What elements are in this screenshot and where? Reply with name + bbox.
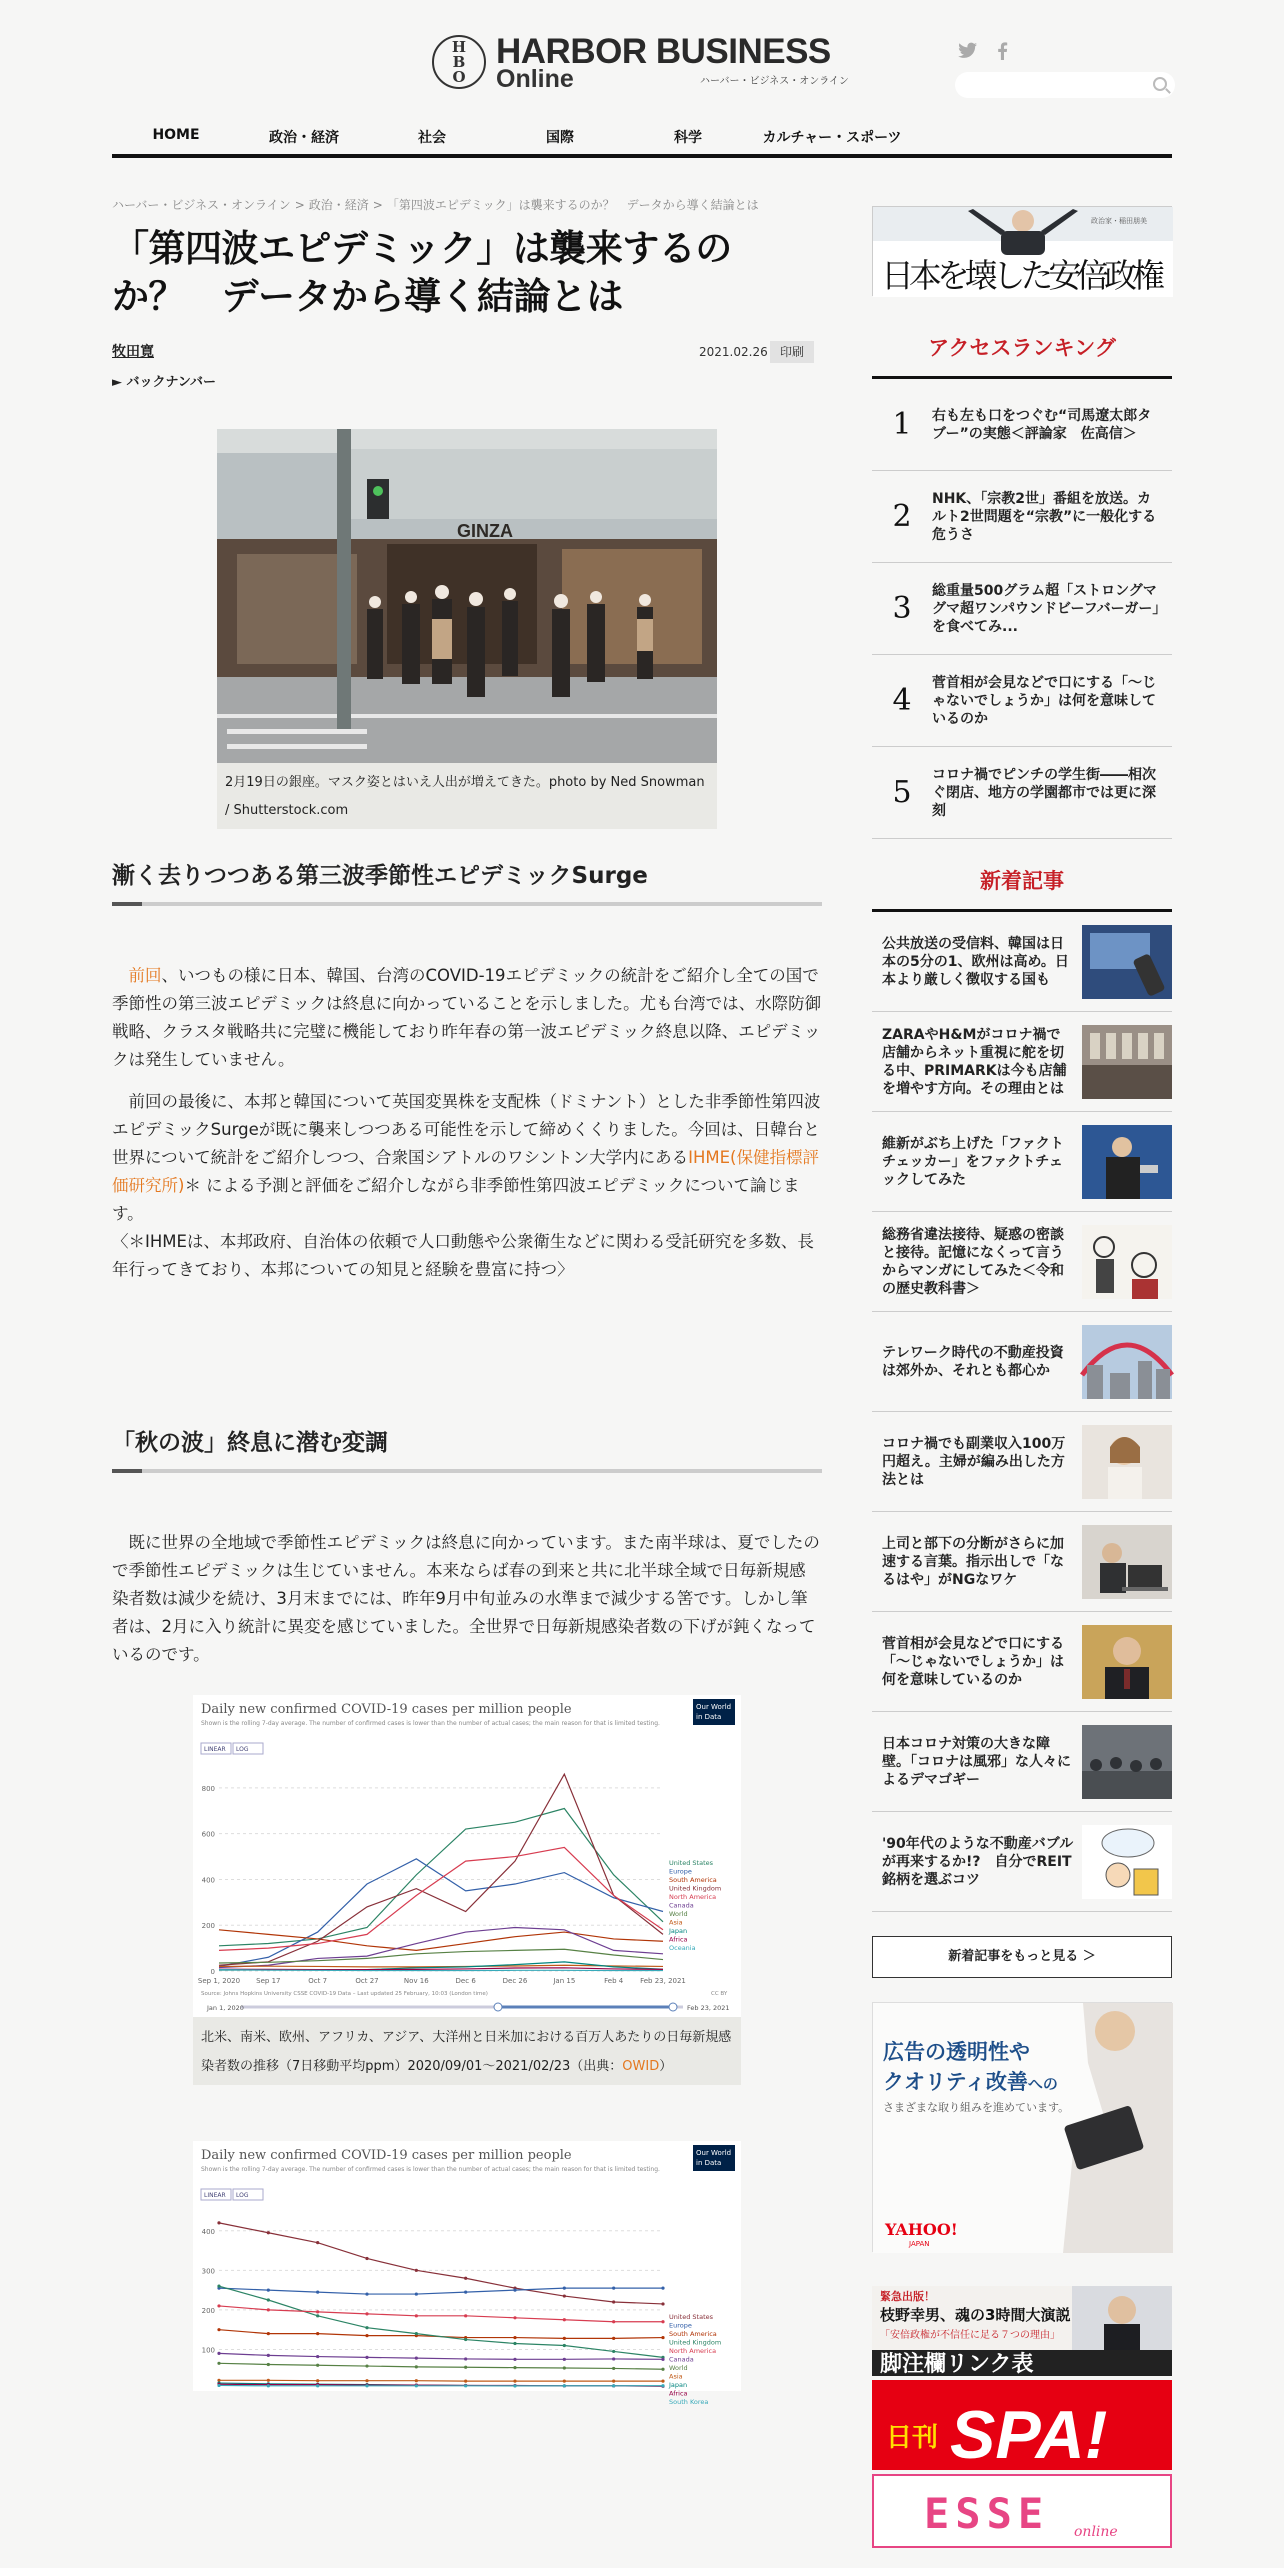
nav-international[interactable]: 国際	[546, 130, 574, 146]
legend-entry: World	[669, 1910, 688, 1918]
site-logo[interactable]	[432, 32, 852, 96]
chart-figure-1	[193, 1695, 741, 2085]
data-point	[365, 2334, 368, 2337]
chart-2	[193, 2141, 741, 2406]
svg-text:枝野幸男、魂の3時間大演説: 枝野幸男、魂の3時間大演説	[880, 2306, 1071, 2324]
data-point	[661, 2358, 664, 2361]
nav-politics-economy[interactable]: 政治・経済	[269, 130, 339, 146]
nav-society[interactable]: 社会	[418, 130, 446, 146]
legend-entry: South America	[669, 1876, 717, 1884]
author-link[interactable]: 牧田寛	[112, 344, 154, 360]
site-header	[0, 0, 1284, 150]
rank-number: 2	[892, 499, 912, 534]
data-point	[316, 2384, 319, 2387]
owid-badge-text: in Data	[696, 1713, 722, 1721]
data-point	[217, 2362, 220, 2365]
article-meta	[112, 341, 822, 401]
owid-badge	[693, 2145, 735, 2171]
x-tick-label: Oct 7	[308, 1977, 328, 1985]
data-point	[267, 2308, 270, 2311]
y-tick-label: 300	[201, 2267, 215, 2276]
y-tick-label: 400	[201, 2227, 215, 2236]
data-point	[365, 2356, 368, 2359]
legend-entry: United States	[669, 1859, 714, 1867]
svg-text:政治家・稲田朋美: 政治家・稲田朋美	[1091, 217, 1147, 225]
footnote-ad-label: 脚注欄リンク表	[880, 2352, 1034, 2377]
x-tick-label: Dec 6	[455, 1977, 476, 1985]
data-point	[513, 2366, 516, 2369]
svg-text:さまざまな取り組みを進めています。: さまざまな取り組みを進めています。	[883, 2101, 1070, 2114]
new-articles-list	[872, 912, 1172, 1912]
ranking-item[interactable]	[872, 563, 1172, 655]
x-tick-label: Nov 16	[403, 1977, 429, 1985]
svg-text:online: online	[1074, 2524, 1118, 2540]
data-point	[513, 2379, 516, 2382]
data-point	[464, 2277, 467, 2280]
new-articles-heading: 新着記事	[872, 865, 1172, 912]
legend-entry: United Kingdom	[669, 2338, 722, 2347]
new-article-item[interactable]: 総務省違法接待、疑惑の密談と接待。記憶になくって言うからマンガにしてみた＜令和の歴史教科書＞	[872, 1212, 1172, 1312]
data-point	[661, 2379, 664, 2382]
chart-1-svg	[193, 1695, 741, 2017]
chart-2-svg	[193, 2141, 741, 2406]
y-tick-label: 0	[210, 1968, 215, 1976]
data-point	[316, 2355, 319, 2358]
data-point	[612, 2367, 615, 2370]
data-point	[612, 2357, 615, 2360]
new-article-item[interactable]: ZARAやH&Mがコロナ禍で店舗からネット重視に舵を切る中、PRIMARKは今も店舗を増やす方向。その理由とは	[872, 1012, 1172, 1112]
data-point	[513, 2342, 516, 2345]
data-point	[612, 2300, 615, 2303]
rank-title: コロナ禍でピンチの学生街――相次ぐ閉店、地方の学園都市では更に深刻	[932, 766, 1156, 819]
svg-text:日刊: 日刊	[886, 2423, 939, 2453]
owid-badge-text: Our World	[696, 1703, 732, 1711]
data-point	[513, 2289, 516, 2292]
breadcrumb-home[interactable]: ハーバー・ビジネス・オンライン	[112, 198, 291, 212]
data-point	[316, 2310, 319, 2313]
previous-article-link[interactable]: 前回	[128, 966, 162, 985]
chart-source: Source: Johns Hopkins University CSSE COVID-19 Data – Last updated 25 February, 10:03 (London time)	[201, 1991, 488, 1997]
new-article-item[interactable]: 公共放送の受信料、韓国は日本の5分の1、欧州は高め。日本より厳しく徴収する国も	[872, 912, 1172, 1012]
legend-entry: Asia	[669, 1918, 683, 1927]
legend-entry: Canada	[669, 1901, 694, 1910]
legend-entry: United States	[669, 2313, 714, 2321]
logo-title: HARBOR BUSINESS	[496, 32, 831, 71]
data-point	[563, 2384, 566, 2387]
legend-entry: Japan	[669, 1927, 688, 1935]
lead-photo-figure	[217, 429, 717, 829]
laptop-icon	[1082, 1525, 1172, 1599]
new-article-item[interactable]: テレワーク時代の不動産投資は郊外か、それとも都心か	[872, 1312, 1172, 1412]
manga-icon	[1082, 1225, 1172, 1299]
legend-entry: Africa	[669, 2389, 688, 2398]
breadcrumb-category[interactable]: 政治・経済	[308, 198, 369, 212]
ihme-link[interactable]: IHME(保健指標評価研究所)	[112, 1148, 819, 1195]
toggle-label: LOG	[236, 2192, 249, 2199]
data-point	[415, 2332, 418, 2335]
data-point	[661, 2287, 664, 2290]
backnumber-link[interactable]: ► バックナンバー	[112, 375, 216, 390]
crowd-icon	[1082, 1725, 1172, 1799]
data-point	[513, 2358, 516, 2361]
rank-title: NHK、「宗教2世」番組を放送。カルト2世問題を“宗教”に一般化する危うさ	[932, 490, 1157, 543]
data-point	[661, 2302, 664, 2305]
data-point	[563, 2344, 566, 2347]
logo-subtitle: Online	[496, 65, 574, 93]
store-sign-text: GINZA	[457, 521, 513, 541]
data-point	[316, 2290, 319, 2293]
data-point	[267, 2354, 270, 2357]
rank-number: 5	[892, 775, 912, 810]
data-point	[415, 2292, 418, 2295]
data-point	[661, 2320, 664, 2323]
sidebar	[872, 206, 1172, 2548]
y-tick-label: 800	[201, 1784, 215, 1793]
breadcrumb-current: 「第四波エピデミック」は襲来するのか？ データから導く結論とは	[386, 198, 759, 212]
legend-entry: South Korea	[669, 2398, 709, 2406]
yahoo-ad-banner[interactable]	[872, 2002, 1172, 2252]
search-input[interactable]	[955, 72, 1175, 98]
svg-text:ESSE: ESSE	[924, 2489, 1050, 2538]
data-point	[316, 2364, 319, 2367]
ad-abe-headline: 日本を壊した安倍政権	[881, 256, 1165, 295]
section-heading-1: 漸く去りつつある第三波季節性エピデミックSurge	[112, 857, 822, 906]
toggle-label: LINEAR	[204, 1746, 226, 1753]
toggle-label: LINEAR	[204, 2192, 226, 2199]
svg-text:「安倍政権が不信任に足る７つの理由」: 「安倍政権が不信任に足る７つの理由」	[880, 2330, 1060, 2341]
chart-subtitle: Shown is the rolling 7-day average. The number of confirmed cases is lower than the number of actual cases; the main reason for that is limited testing.	[201, 2166, 660, 2173]
data-point	[415, 2314, 418, 2317]
owid-badge-text: in Data	[696, 2159, 722, 2167]
storefront-icon	[1082, 1025, 1172, 1099]
toggle-label: LOG	[236, 1746, 249, 1753]
data-point	[267, 2289, 270, 2292]
data-point	[316, 2314, 319, 2317]
y-tick-label: 400	[201, 1876, 215, 1885]
x-tick-label: Sep 17	[256, 1977, 281, 1985]
svg-text:YAHOO!: YAHOO!	[885, 2220, 958, 2239]
svg-text:SPA!: SPA!	[950, 2397, 1108, 2473]
svg-text:JAPAN: JAPAN	[909, 2240, 930, 2248]
data-point	[612, 2287, 615, 2290]
chart-license: CC BY	[711, 1991, 728, 1997]
esse-ad-banner[interactable]	[872, 2474, 1172, 2548]
new-article-item[interactable]: 上司と部下の分断がさらに加速する言葉。指示出しで「なるはや」がNGなワケ	[872, 1512, 1172, 1612]
logo-tagline: ハーバー・ビジネス・オンライン	[700, 76, 849, 87]
article-main	[112, 196, 822, 2406]
search-icon[interactable]	[1153, 77, 1167, 91]
legend-entry: South America	[669, 2330, 717, 2338]
publish-date: 2021.02.26	[699, 345, 768, 359]
legend-entry: Africa	[669, 1935, 688, 1944]
data-point	[365, 2257, 368, 2260]
data-point	[217, 2384, 220, 2387]
twitter-icon[interactable]	[958, 42, 978, 60]
data-point	[464, 2357, 467, 2360]
rank-number: 1	[892, 407, 912, 442]
svg-text:広告の透明性や: 広告の透明性や	[883, 2040, 1030, 2064]
data-point	[267, 2384, 270, 2387]
data-point	[415, 2269, 418, 2272]
data-point	[563, 2318, 566, 2321]
data-point	[513, 2336, 516, 2339]
data-point	[464, 2338, 467, 2341]
data-point	[267, 2379, 270, 2382]
ad-banner-abe[interactable]	[872, 206, 1172, 296]
new-article-item[interactable]: コロナ禍でも副業収入100万円超え。主婦が編み出した方法とは	[872, 1412, 1172, 1512]
legend-entry: North America	[669, 1893, 717, 1901]
data-point	[316, 2241, 319, 2244]
data-point	[217, 2221, 220, 2224]
chart-figure-2	[193, 2141, 741, 2406]
data-point	[563, 2294, 566, 2297]
chart-caption: 北米、南米、欧州、アフリカ、アジア、大洋州と日米加における百万人あたりの日毎新規感染者数の推移（7日移動平均ppm）2020/09/01〜2021/02/23（出典：OWID）	[201, 2030, 732, 2074]
data-point	[464, 2366, 467, 2369]
slider-start-label: Jan 1, 2020	[207, 2004, 244, 2012]
data-point	[612, 2379, 615, 2382]
legend-entry: Asia	[669, 2372, 683, 2381]
owid-badge	[693, 1699, 735, 1725]
data-point	[464, 2314, 467, 2317]
x-tick-label: Jan 15	[553, 1977, 576, 1985]
data-point	[464, 2290, 467, 2293]
data-point	[563, 2379, 566, 2382]
more-articles-button[interactable]: 新着記事をもっと見る ＞	[872, 1936, 1172, 1978]
data-point	[513, 2316, 516, 2319]
data-point	[563, 2366, 566, 2369]
rank-number: 3	[892, 591, 912, 626]
legend-entry: World	[669, 2364, 688, 2372]
ranking-item[interactable]	[872, 655, 1172, 747]
owid-badge-text: Our World	[696, 2149, 732, 2157]
street-photo-image	[217, 429, 717, 763]
section-heading-2: 「秋の波」終息に潜む変調	[112, 1424, 822, 1473]
data-point	[612, 2350, 615, 2353]
ranking-item[interactable]	[872, 379, 1172, 471]
data-point	[464, 2384, 467, 2387]
illustration-icon	[1082, 1825, 1172, 1899]
legend-entry: Oceania	[669, 1944, 696, 1952]
chart-title: Daily new confirmed COVID-19 cases per million people	[201, 1702, 572, 1717]
ranking-list	[872, 379, 1172, 839]
legend-entry: Europe	[669, 1867, 692, 1876]
data-point	[365, 2326, 368, 2329]
paragraph-3: 既に世界の全地域で季節性エピデミックは終息に向かっています。また南半球は、夏でしたので季節性エピデミックは生じていません。本来ならば春の到来と共に北半球全域で日毎新規感染者数は減少を続け、3月末までには、昨年9月中旬並みの水準まで減少する筈です。しかし筆者は、2月に入り統計に異変を感じていました。全世界で日毎新規感染者数の下げが鈍くなっているのです。	[112, 1533, 820, 1664]
legend-entry: Canada	[669, 2355, 694, 2364]
new-article-item[interactable]: 菅首相が会見などで口にする「～じゃないでしょうか」は何を意味しているのか	[872, 1612, 1172, 1712]
x-tick-label: Oct 27	[355, 1977, 379, 1985]
data-point	[415, 2357, 418, 2360]
rank-title: 菅首相が会見などで口にする「～じゃないでしょうか」は何を意味しているのか	[932, 674, 1156, 727]
chart-1	[193, 1695, 741, 2017]
photo-caption: 2月19日の銀座。マスク姿とはいえ人出が増えてきた。photo by Ned Snowman / Shutterstock.com	[225, 775, 705, 818]
data-point	[612, 2320, 615, 2323]
legend-entry: United Kingdom	[669, 1884, 722, 1893]
data-point	[365, 2379, 368, 2382]
y-tick-label: 200	[201, 1922, 215, 1931]
svg-text:緊急出版！: 緊急出版！	[880, 2290, 935, 2303]
svg-text:クオリティ改善への: クオリティ改善への	[883, 2070, 1058, 2094]
chart-subtitle: Shown is the rolling 7-day average. The number of confirmed cases is lower than the number of actual cases; the main reason for that is limited testing.	[201, 1720, 660, 1727]
data-point	[217, 2352, 220, 2355]
owid-link[interactable]: OWID	[622, 2059, 660, 2074]
spa-ad-banner[interactable]	[872, 2380, 1172, 2473]
data-point	[612, 2384, 615, 2387]
nav-science[interactable]: 科学	[674, 130, 702, 146]
data-point	[661, 2368, 664, 2371]
data-point	[316, 2332, 319, 2335]
legend-entry: North America	[669, 2347, 717, 2355]
data-point	[513, 2384, 516, 2387]
data-point	[267, 2363, 270, 2366]
data-point	[267, 2298, 270, 2301]
chart-background	[193, 2141, 741, 2391]
woman-icon	[1082, 1425, 1172, 1499]
data-point	[563, 2287, 566, 2290]
data-point	[415, 2384, 418, 2387]
data-point	[217, 2304, 220, 2307]
data-point	[563, 2337, 566, 2340]
ranking-item[interactable]	[872, 471, 1172, 563]
data-point	[563, 2358, 566, 2361]
data-point	[365, 2312, 368, 2315]
y-tick-label: 100	[201, 2346, 215, 2355]
ihme-note: 〈＊IHMEは、本邦政府、自治体の依頼で人口動態や公衆衛生などに関わる受託研究を多数、長年行ってきており、本邦についての知見と経験を豊富に持つ〉	[112, 1232, 814, 1279]
nav-home[interactable]: HOME	[152, 127, 200, 143]
rank-title: 総重量500グラム超「ストロングマグマ超ワンパウンドビーフバーガー」を食べてみ...	[932, 582, 1160, 635]
legend-entry: Europe	[669, 2321, 692, 2330]
data-point	[217, 2328, 220, 2331]
x-tick-label: Feb 4	[604, 1977, 624, 1985]
breadcrumb: ハーバー・ビジネス・オンライン > 政治・経済 > 「第四波エピデミック」は襲来するのか？ データから導く結論とは	[112, 198, 759, 212]
book-ad-banner[interactable]	[872, 2286, 1172, 2376]
data-point	[661, 2336, 664, 2339]
x-tick-label: Feb 23, 2021	[640, 1977, 686, 1985]
data-point	[415, 2365, 418, 2368]
new-article-item[interactable]: 日本コロナ対策の大きな障壁。「コロナは風邪」な人々によるデマゴギー	[872, 1712, 1172, 1812]
rank-number: 4	[892, 683, 912, 718]
chart-title: Daily new confirmed COVID-19 cases per million people	[201, 2148, 572, 2163]
social-links	[958, 42, 1008, 60]
rank-title: 右も左も口をつぐむ“司馬遼太郎タブー”の実態＜評論家 佐高信＞	[932, 407, 1152, 442]
timeline-end-handle[interactable]	[669, 2003, 677, 2011]
data-point	[267, 2231, 270, 2234]
y-tick-label: 200	[201, 2306, 215, 2315]
data-point	[661, 2384, 664, 2387]
y-tick-label: 600	[201, 1830, 215, 1839]
paragraph-2: 前回の最後に、本邦と韓国について英国変異株を支配株（ドミナント）とした非季節性第四波エピデミックSurgeが既に襲来しつつある可能性を示して締めくくりました。今回は、日韓台と世界について統計をご紹介しつつ、合衆国シアトルのワシントン大学内にあるIHME(保健指標評価研究所)＊ による予測と評価をご紹介しながら非季節性第四波エピデミックについて論じます。	[112, 1092, 821, 1223]
data-point	[217, 2379, 220, 2382]
data-point	[415, 2379, 418, 2382]
data-point	[316, 2379, 319, 2382]
x-tick-label: Dec 26	[502, 1977, 528, 1985]
tv-remote-icon	[1082, 925, 1172, 999]
data-point	[217, 2285, 220, 2288]
ranking-heading: アクセスランキング	[872, 332, 1172, 379]
paragraph-1: 前回、いつもの様に日本、韓国、台湾のCOVID-19エピデミックの統計をご紹介し全ての国で季節性の第三波エピデミックは終息に向かっていることを示しました。尤も台湾では、水際防御戦略、クラスタ戦略共に完璧に機能しており昨年春の第一波エピデミック終息以降、エピデミックは発生していません。	[112, 966, 822, 1069]
city-icon	[1082, 1325, 1172, 1399]
data-point	[612, 2337, 615, 2340]
nav-culture-sports[interactable]: カルチャー・スポーツ	[762, 130, 902, 146]
logo-mark-icon: H B O	[432, 35, 486, 89]
main-nav	[112, 118, 1172, 158]
article-title: 「第四波エピデミック」は襲来するのか？ データから導く結論とは	[112, 227, 732, 318]
facebook-icon[interactable]	[996, 42, 1008, 60]
data-point	[464, 2379, 467, 2382]
data-point	[365, 2364, 368, 2367]
press-conference-icon	[1082, 1125, 1172, 1199]
ranking-item[interactable]	[872, 747, 1172, 839]
print-button[interactable]: 印刷	[770, 341, 814, 363]
timeline-start-handle[interactable]	[494, 2003, 502, 2011]
legend-entry: Japan	[669, 2381, 688, 2389]
data-point	[267, 2332, 270, 2335]
slider-end-label: Feb 23, 2021	[687, 2004, 730, 2012]
x-tick-label: Sep 1, 2020	[197, 1977, 241, 1985]
new-article-item[interactable]: 維新がぶち上げた「ファクトチェッカー」をファクトチェックしてみた	[872, 1112, 1172, 1212]
data-point	[365, 2384, 368, 2387]
politician-icon	[1082, 1625, 1172, 1699]
new-article-item[interactable]: '90年代のような不動産バブルが再来するか!? 自分でREIT銘柄を選ぶコツ	[872, 1812, 1172, 1912]
data-point	[365, 2292, 368, 2295]
